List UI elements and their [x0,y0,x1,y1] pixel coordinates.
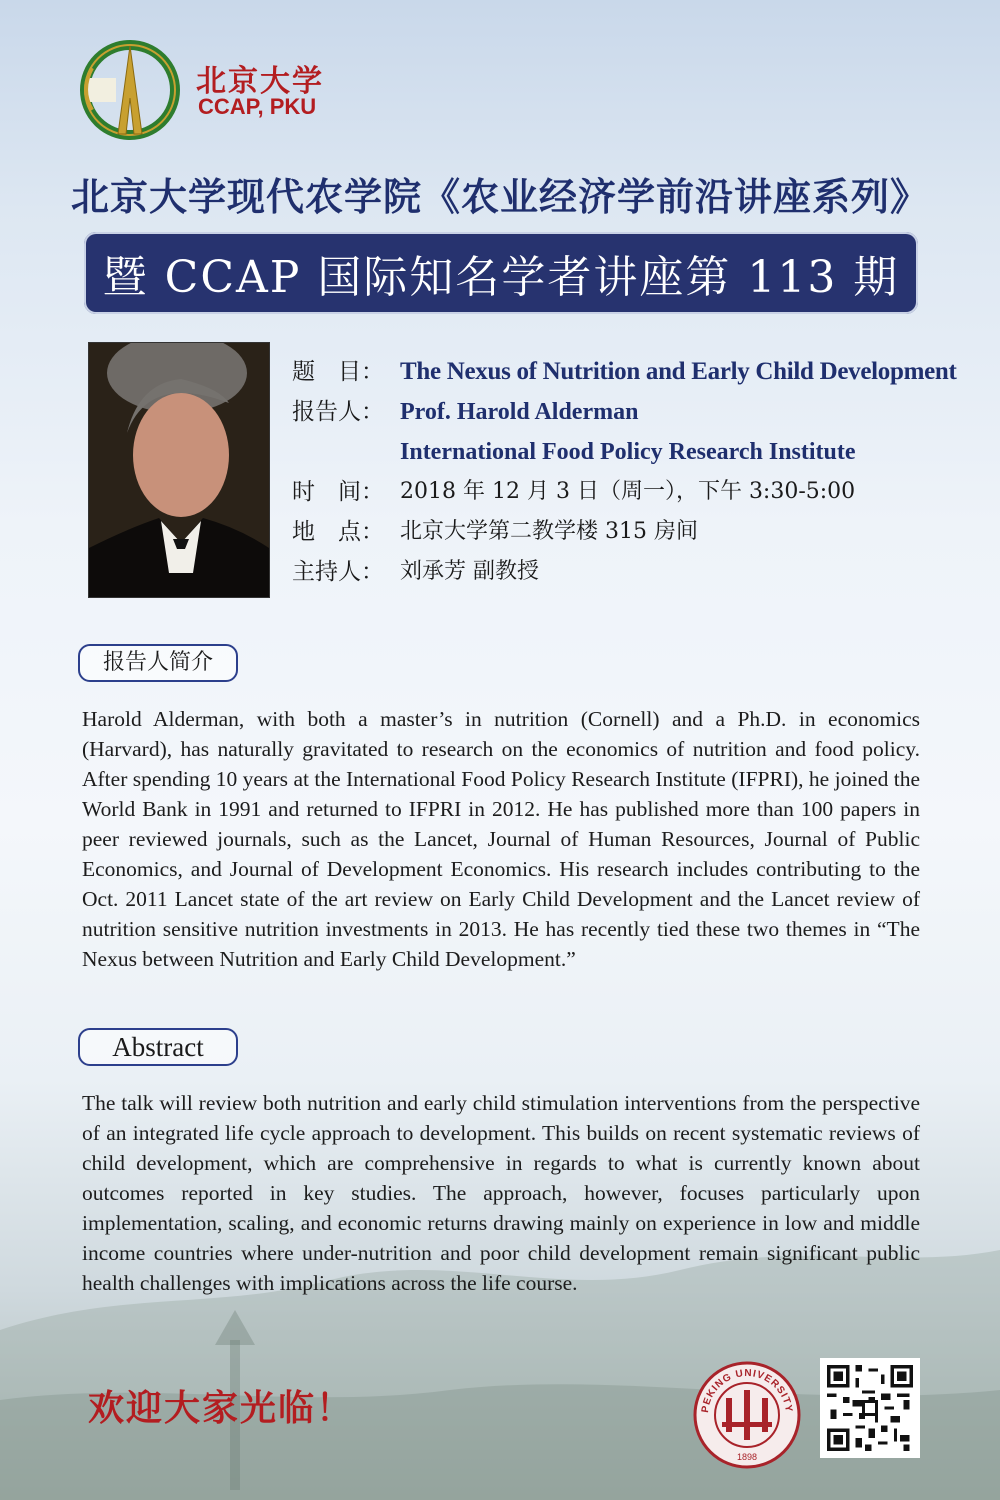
lecture-details [292,352,982,592]
qr-code-icon [820,1358,920,1458]
speaker-name: Prof. Harold Alderman [400,399,639,425]
place-label: 地 点： [292,519,384,545]
host-row [292,552,982,592]
speaker-label: 报告人： [292,399,384,425]
speaker-institution: International Food Policy Research Institute [400,439,856,465]
pku-seal-icon [692,1360,802,1470]
bio-text: Harold Alderman, with both a master’s in nutrition (Cornell) and a Ph.D. in economics (Harvard), has naturally gravitated to research on the economics of nutrition and food policy. After spending 10 years at the International Food Policy Research Institute (IFPRI), he joined the World Bank in 1991 and returned to IFPRI in 2012. He has published more than 100 papers in peer reviewed journals, such as the Lancet, Journal of Human Resources, Journal of Public Economics, and Journal of Development Economics. His research includes contributing to the Oct. 2011 Lancet state of the art review on Early Child Development and the Lancet review of nutrition sensitive nutrition investments in 2013. He has recently tied these two themes in “The Nexus between Nutrition and Early Child Development.” [82,707,920,971]
logo-chinese-text: 北京大学 [196,64,324,99]
ccap-emblem-icon [70,40,190,140]
abstract-heading: Abstract [78,1028,238,1066]
banner-text: 暨 CCAP 国际知名学者讲座第 113 期 [102,252,900,303]
speaker-row [292,392,982,432]
time-value: 2018 年 12 月 3 日（周一），下午 3:30-5:00 [400,479,856,504]
welcome-text: 欢迎大家光临！ [88,1387,355,1429]
topic-row [292,352,982,392]
time-row [292,472,982,512]
topic-value: The Nexus of Nutrition and Early Child Development [400,358,957,385]
speaker-photo [88,342,270,598]
institution-row [292,432,982,472]
logo-english-text: CCAP, PKU [198,94,317,119]
host-label: 主持人： [292,559,384,585]
seal-text: PEKING UNIVERSITY [699,1367,795,1414]
place-row [292,512,982,552]
seal-year: 1898 [736,1452,758,1462]
abstract-text: The talk will review both nutrition and early child stimulation interventions from the perspective of an integrated life cycle approach to development. This builds on recent systematic reviews of child development, which are comprehensive in regards to what is currently known about outcomes reported in key studies. The approach, however, focuses particularly upon implementation, scaling, and economic returns drawing mainly on experience in low and middle income countries where under-nutrition and poor child development remain significant public health challenges with implications across the life course. [82,1091,920,1295]
time-label: 时 间： [292,479,384,505]
lecture-banner [84,232,918,314]
bio-heading: 报告人简介 [78,644,238,682]
place-value: 北京大学第二教学楼 315 房间 [400,519,698,544]
speaker-photo-drawing [89,343,269,597]
series-title: 北京大学现代农学院《农业经济学前沿讲座系列》 [70,174,929,219]
host-value: 刘承芳 副教授 [400,559,539,584]
topic-label: 题 目： [292,359,384,385]
